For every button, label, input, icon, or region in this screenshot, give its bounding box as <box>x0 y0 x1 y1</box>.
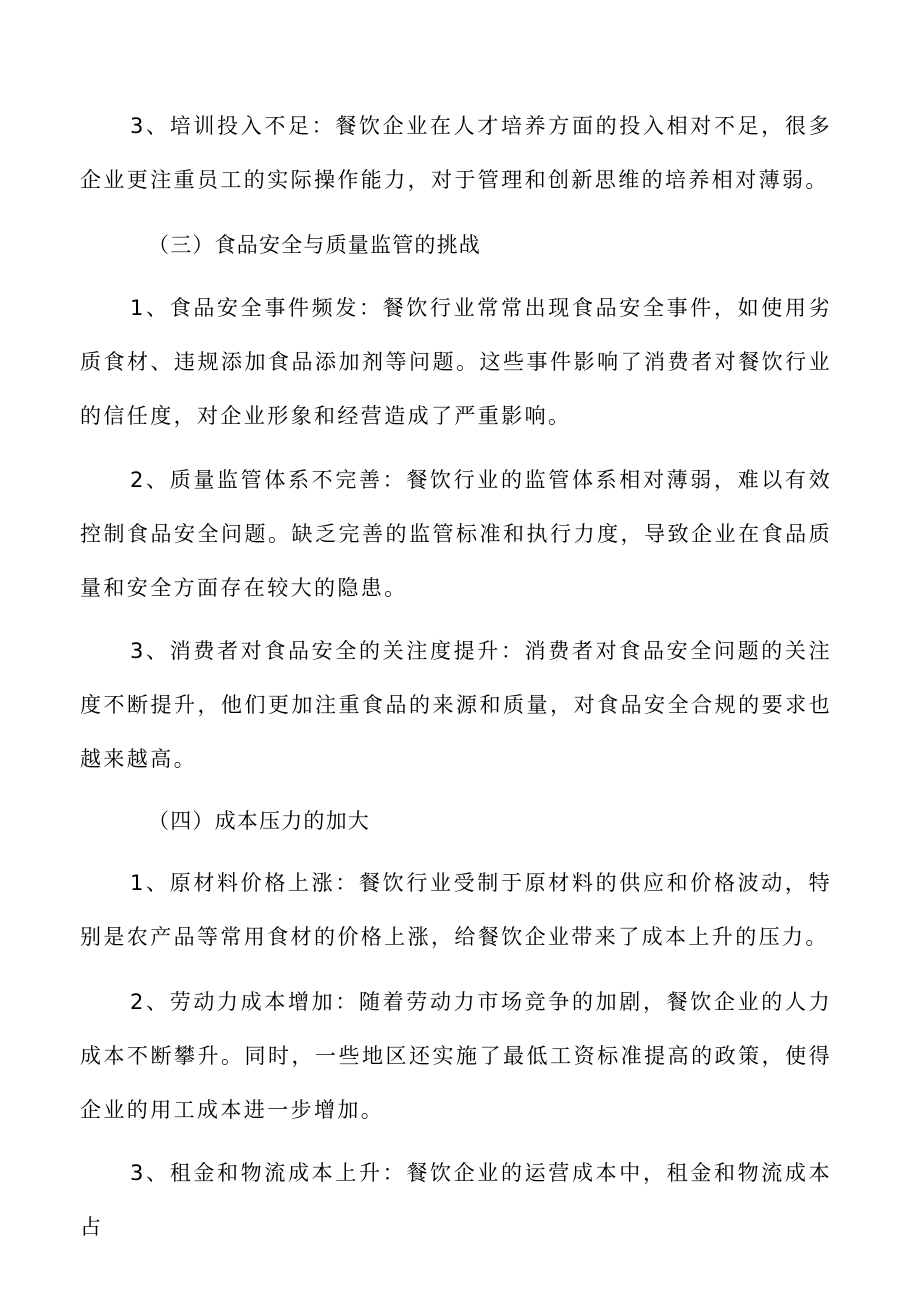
paragraph-labor-cost: 2、劳动力成本增加：随着劳动力市场竞争的加剧，餐饮企业的人力成本不断攀升。同时，一些地区还实施了最低工资标准提高的政策，使得企业的用工成本进一步增加。 <box>80 990 832 1122</box>
paragraph-training-investment: 3、培训投入不足：餐饮企业在人才培养方面的投入相对不足，很多企业更注重员工的实际操作能力，对于管理和创新思维的培养相对薄弱。 <box>80 114 832 192</box>
section-heading-food-safety: （三）食品安全与质量监管的挑战 <box>148 233 481 257</box>
paragraph-raw-material-price: 1、原材料价格上涨：餐饮行业受制于原材料的供应和价格波动，特别是农产品等常用食材的价格上涨，给餐饮企业带来了成本上升的压力。 <box>80 871 832 949</box>
paragraph-consumer-attention: 3、消费者对食品安全的关注度提升：消费者对食品安全问题的关注度不断提升，他们更加注重食品的来源和质量，对食品安全合规的要求也越来越高。 <box>80 639 832 771</box>
paragraph-quality-supervision: 2、质量监管体系不完善：餐饮行业的监管体系相对薄弱，难以有效控制食品安全问题。缺乏完善的监管标准和执行力度，导致企业在食品质量和安全方面存在较大的隐患。 <box>80 468 832 600</box>
paragraph-rent-logistics: 3、租金和物流成本上升：餐饮企业的运营成本中，租金和物流成本占 <box>80 1161 832 1239</box>
paragraph-food-safety-incidents: 1、食品安全事件频发：餐饮行业常常出现食品安全事件，如使用劣质食材、违规添加食品添加剂等问题。这些事件影响了消费者对餐饮行业的信任度，对企业形象和经营造成了严重影响。 <box>80 296 832 428</box>
section-heading-cost-pressure: （四）成本压力的加大 <box>148 809 370 833</box>
